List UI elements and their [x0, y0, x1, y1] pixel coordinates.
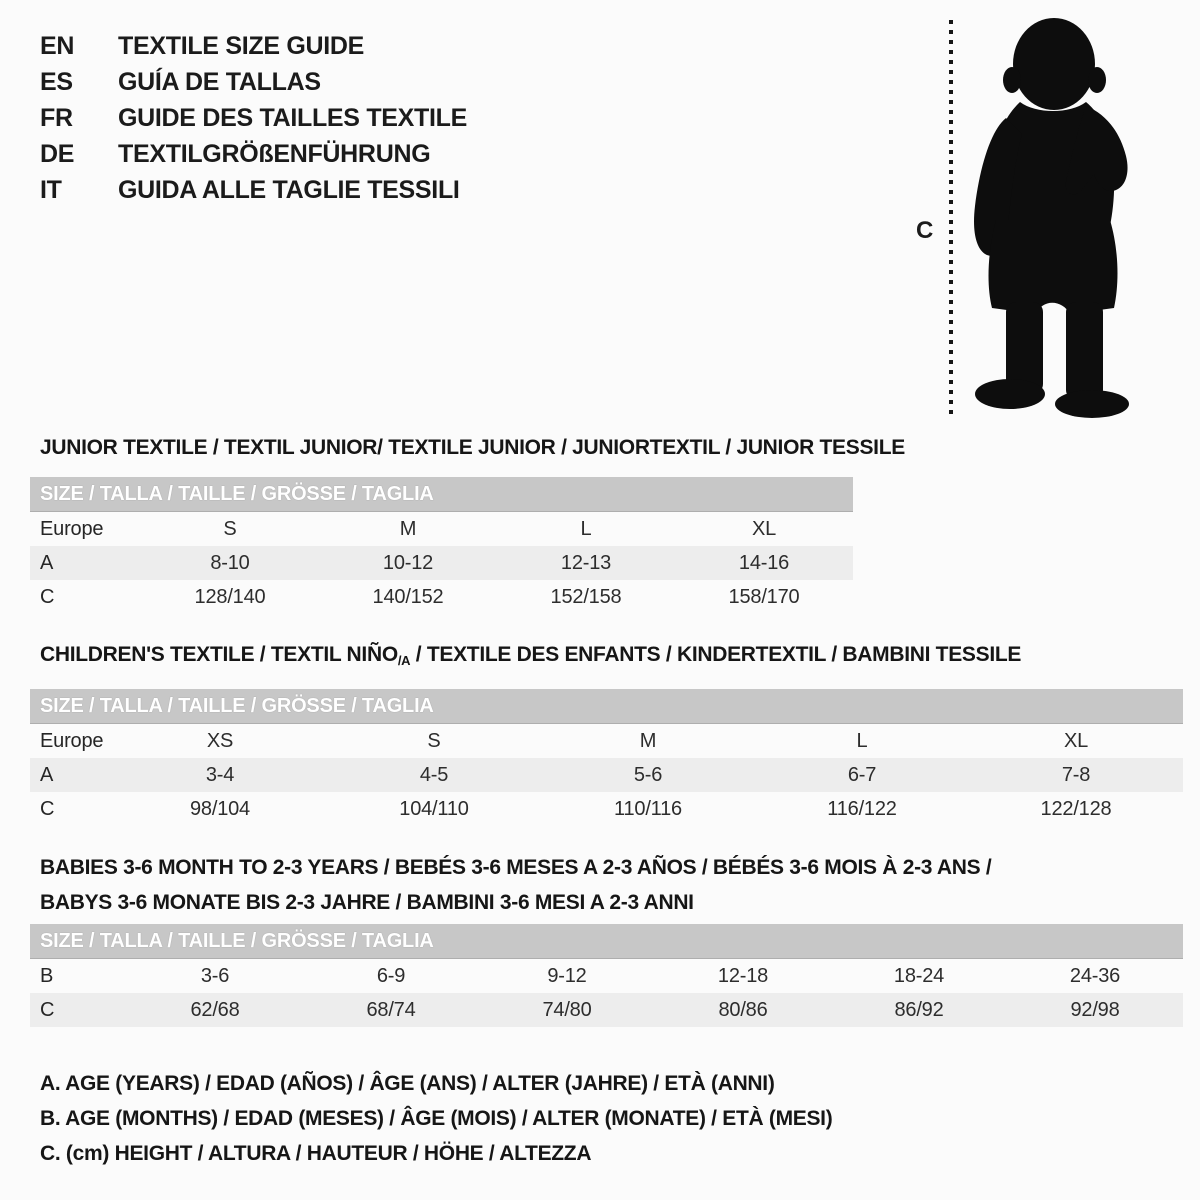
children-section-title	[40, 643, 1021, 668]
cell-value: 7-8	[1061, 763, 1091, 786]
language-row-de	[40, 136, 467, 172]
language-title-list	[40, 28, 467, 208]
children-table	[30, 724, 1183, 826]
cell-value: 62/68	[190, 998, 240, 1021]
cell-value: 74/80	[542, 998, 592, 1021]
guide-title-en: TEXTILE SIZE GUIDE	[118, 32, 365, 60]
cell-value: 86/92	[894, 998, 944, 1021]
cell-value: 6-9	[376, 964, 406, 987]
language-row-it	[40, 172, 467, 208]
row-label: C	[40, 585, 55, 608]
table-row-a	[30, 758, 1183, 792]
table-row-c	[30, 580, 853, 614]
guide-title-fr: GUIDE DES TAILLES TEXTILE	[118, 104, 468, 132]
column-header: M	[399, 517, 417, 540]
row-label: C	[40, 998, 55, 1021]
cell-value: 4-5	[419, 763, 449, 786]
cell-value: 18-24	[893, 964, 945, 987]
language-code: EN	[40, 32, 75, 60]
cell-value: 152/158	[550, 585, 622, 608]
column-header: S	[223, 517, 237, 540]
language-code: DE	[40, 140, 75, 168]
cell-value: 128/140	[194, 585, 266, 608]
babies-size-table	[30, 924, 1183, 1027]
cell-value: 116/122	[827, 797, 897, 820]
legend-line-b: B. AGE (MONTHS) / EDAD (MESES) / ÂGE (MOIS) / ALTER (MONATE) / ETÀ (MESI)	[40, 1107, 833, 1130]
column-header: XS	[206, 729, 234, 752]
guide-title-es: GUÍA DE TALLAS	[118, 68, 321, 96]
cell-value: 158/170	[728, 585, 800, 608]
cell-value: 12-13	[560, 551, 612, 574]
column-header: L	[856, 729, 868, 752]
babies-table	[30, 959, 1183, 1027]
children-title-subscript: /A	[397, 653, 411, 668]
babies-section-title	[40, 850, 991, 920]
legend-line-c: C. (cm) HEIGHT / ALTURA / HAUTEUR / HÖHE / ALTEZZA	[40, 1142, 592, 1165]
language-row-fr	[40, 100, 467, 136]
language-row-en	[40, 28, 467, 64]
column-header: XL	[1063, 729, 1089, 752]
table-row-a	[30, 546, 853, 580]
cell-value: 92/98	[1070, 998, 1120, 1021]
height-measure-label-c: C	[916, 217, 934, 244]
cell-value: 104/110	[399, 797, 469, 820]
cell-value: 122/128	[1040, 797, 1112, 820]
row-label: B	[40, 964, 54, 987]
children-title-suffix: / TEXTILE DES ENFANTS / KINDERTEXTIL / BAMBINI TESSILE	[410, 643, 1022, 666]
measurement-legend	[40, 1066, 832, 1171]
size-header-bar: SIZE / TALLA / TAILLE / GRÖSSE / TAGLIA	[30, 477, 853, 512]
cell-value: 140/152	[372, 585, 444, 608]
column-header: M	[639, 729, 657, 752]
cell-value: 3-4	[205, 763, 235, 786]
language-code: IT	[40, 176, 62, 204]
height-measure-dashed-line	[949, 20, 953, 417]
babies-title-line2: BABYS 3-6 MONATE BIS 2-3 JAHRE / BAMBINI 3-6 MESI A 2-3 ANNI	[40, 891, 694, 914]
guide-title-it: GUIDA ALLE TAGLIE TESSILI	[118, 176, 460, 204]
cell-value: 5-6	[633, 763, 663, 786]
cell-value: 3-6	[200, 964, 230, 987]
cell-value: 98/104	[190, 797, 250, 820]
language-code: FR	[40, 104, 73, 132]
row-label: A	[40, 763, 54, 786]
cell-value: 80/86	[718, 998, 768, 1021]
table-row-europe	[30, 512, 853, 546]
column-header: XL	[751, 517, 777, 540]
cell-value: 12-18	[717, 964, 769, 987]
guide-title-de: TEXTILGRÖßENFÜHRUNG	[118, 140, 431, 168]
column-header: L	[580, 517, 592, 540]
table-row-c	[30, 792, 1183, 826]
cell-value: 24-36	[1069, 964, 1121, 987]
language-code: ES	[40, 68, 73, 96]
row-label: Europe	[40, 517, 104, 540]
size-header-bar: SIZE / TALLA / TAILLE / GRÖSSE / TAGLIA	[30, 924, 1183, 959]
cell-value: 9-12	[547, 964, 587, 987]
cell-value: 14-16	[738, 551, 790, 574]
junior-table	[30, 512, 853, 614]
column-header: S	[427, 729, 441, 752]
size-header-bar: SIZE / TALLA / TAILLE / GRÖSSE / TAGLIA	[30, 689, 1183, 724]
junior-section-title: JUNIOR TEXTILE / TEXTIL JUNIOR/ TEXTILE JUNIOR / JUNIORTEXTIL / JUNIOR TESSILE	[40, 436, 905, 459]
table-row-europe	[30, 724, 1183, 758]
junior-size-table	[30, 477, 853, 614]
cell-value: 6-7	[847, 763, 877, 786]
table-row-c	[30, 993, 1183, 1027]
row-label: C	[40, 797, 55, 820]
babies-title-line1: BABIES 3-6 MONTH TO 2-3 YEARS / BEBÉS 3-6 MESES A 2-3 AÑOS / BÉBÉS 3-6 MOIS À 2-3 ANS /	[40, 856, 992, 879]
children-title-prefix: CHILDREN'S TEXTILE / TEXTIL NIÑO	[40, 643, 398, 666]
cell-value: 110/116	[614, 797, 682, 820]
toddler-silhouette-icon	[960, 14, 1144, 422]
table-row-b	[30, 959, 1183, 993]
legend-line-a: A. AGE (YEARS) / EDAD (AÑOS) / ÂGE (ANS) / ALTER (JAHRE) / ETÀ (ANNI)	[40, 1072, 775, 1095]
row-label: Europe	[40, 729, 104, 752]
cell-value: 68/74	[366, 998, 416, 1021]
children-size-table	[30, 689, 1183, 826]
cell-value: 10-12	[382, 551, 434, 574]
row-label: A	[40, 551, 54, 574]
language-row-es	[40, 64, 467, 100]
cell-value: 8-10	[210, 551, 250, 574]
